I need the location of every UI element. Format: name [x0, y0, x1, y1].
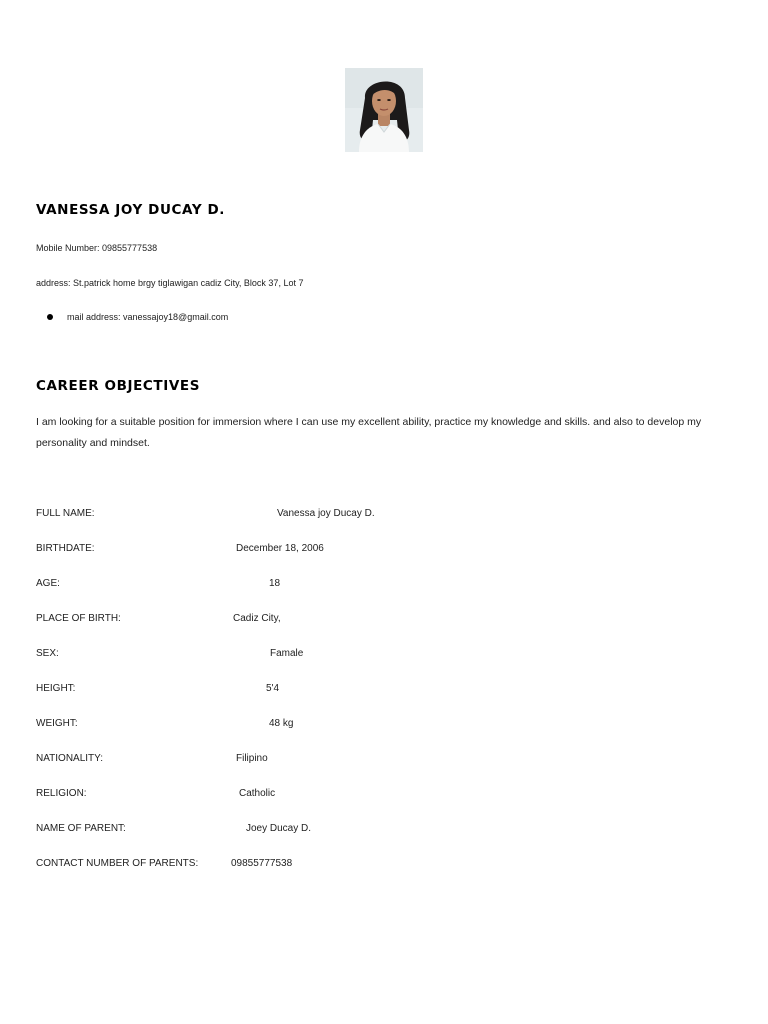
info-value: Famale: [270, 648, 304, 659]
info-label: HEIGHT:: [36, 683, 76, 694]
info-label: CONTACT NUMBER OF PARENTS:: [36, 858, 199, 869]
email-list-item: [47, 312, 228, 322]
info-label: WEIGHT:: [36, 718, 78, 729]
career-objectives-heading: CAREER OBJECTIVES: [36, 378, 201, 394]
info-label: SEX:: [36, 648, 59, 659]
info-value: 48 kg: [269, 718, 294, 729]
info-value: 09855777538: [231, 858, 293, 869]
info-row-birthdate: [36, 543, 636, 557]
info-value: Joey Ducay D.: [246, 823, 312, 834]
info-row-height: [36, 683, 636, 697]
info-row-age: [36, 578, 636, 592]
portrait-image: [345, 68, 423, 152]
info-value: Vanessa joy Ducay D.: [277, 508, 375, 519]
email-address: mail address: vanessajoy18@gmail.com: [67, 312, 229, 322]
info-value: Filipino: [236, 753, 268, 764]
info-row-sex: [36, 648, 636, 662]
info-row-religion: [36, 788, 636, 802]
info-value: Catholic: [239, 788, 276, 799]
info-row-place-of-birth: [36, 613, 636, 627]
info-value: 18: [269, 578, 281, 589]
bullet-icon: [47, 314, 53, 320]
info-value: Cadiz City,: [233, 613, 281, 624]
info-label: PLACE OF BIRTH:: [36, 613, 121, 624]
info-row-parent-name: [36, 823, 636, 837]
info-label: RELIGION:: [36, 788, 87, 799]
info-row-nationality: [36, 753, 636, 767]
info-value: December 18, 2006: [236, 543, 324, 554]
applicant-name: VANESSA JOY DUCAY D.: [36, 202, 226, 218]
info-label: BIRTHDATE:: [36, 543, 95, 554]
info-label: NATIONALITY:: [36, 753, 104, 764]
career-objective-text: I am looking for a suitable position for immersion where I can use my excellent ability, practice my knowledge and skills. and also to develop my personality and mindset.: [36, 416, 702, 449]
info-label: AGE:: [36, 578, 60, 589]
info-row-weight: [36, 718, 636, 732]
info-label: NAME OF PARENT:: [36, 823, 126, 834]
info-value: 5'4: [266, 683, 280, 694]
profile-photo: [345, 68, 423, 152]
home-address: address: St.patrick home brgy tiglawigan cadiz City, Block 37, Lot 7: [36, 278, 304, 288]
info-row-parent-contact: [36, 858, 636, 872]
info-label: FULL NAME:: [36, 508, 95, 519]
mobile-number: Mobile Number: 09855777538: [36, 243, 158, 253]
info-row-full-name: [36, 508, 636, 522]
